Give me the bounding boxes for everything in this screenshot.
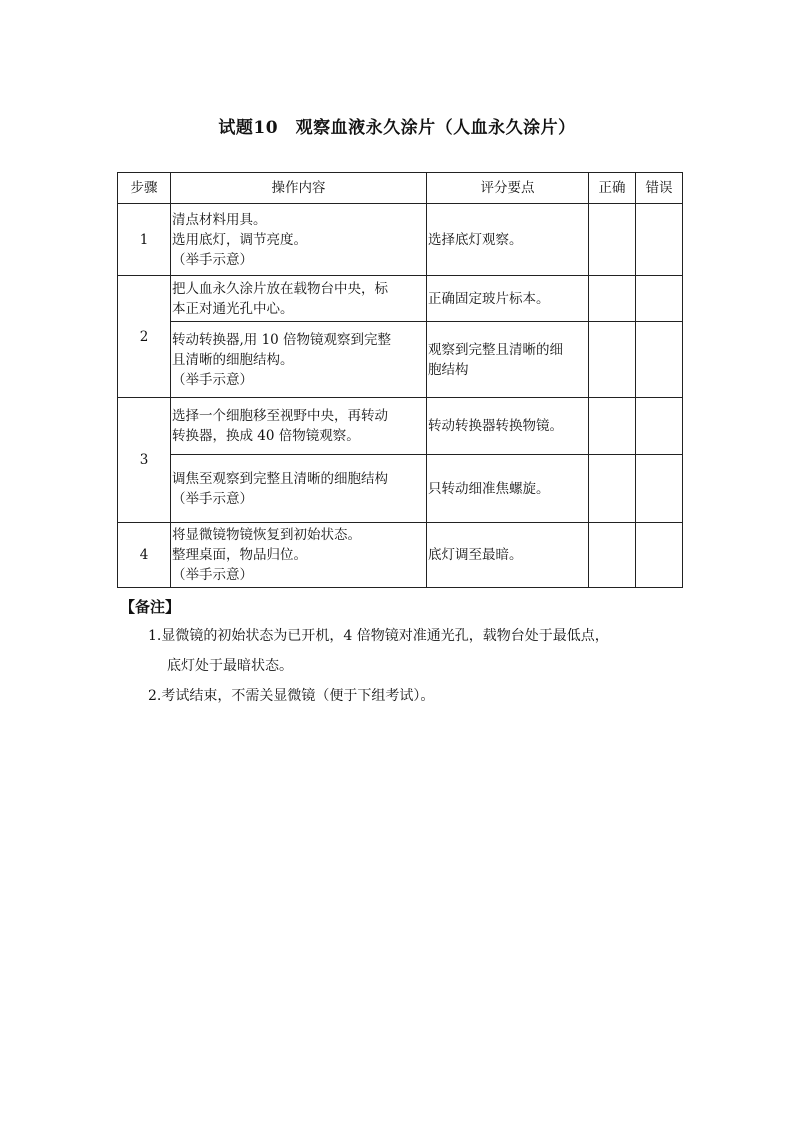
table-row	[118, 322, 683, 398]
scoring-point-line: 只转动细准焦螺旋。	[428, 480, 550, 497]
step-number: 2	[118, 276, 171, 398]
note-text: 显微镜的初始状态为已开机，4 倍物镜对准通光孔，载物台处于最低点，	[161, 628, 609, 644]
table-row	[118, 398, 683, 455]
operation-line: 选择一个细胞移至视野中央，再转动	[172, 408, 388, 424]
note-number: 2.	[148, 688, 162, 704]
operation-cell	[171, 398, 427, 455]
scoring-table	[117, 172, 683, 588]
note-text: 考试结束，不需关显微镜（便于下组考试）。	[161, 688, 435, 704]
note-text-continued: 底灯处于最暗状态。	[167, 658, 293, 674]
wrong-cell[interactable]	[636, 523, 683, 588]
operation-line: 整理桌面，物品归位。	[172, 547, 307, 563]
scoring-point-cell	[427, 276, 589, 322]
note-number: 1.	[148, 628, 162, 644]
correct-cell[interactable]	[589, 322, 636, 398]
step-number: 4	[118, 523, 171, 588]
header-scoring-points: 评分要点	[427, 173, 589, 204]
operation-line: 本正对通光孔中心。	[172, 300, 294, 317]
table-row	[118, 276, 683, 322]
note-item	[120, 681, 690, 711]
operation-line: （举手示意）	[172, 371, 253, 388]
step-number: 1	[118, 204, 171, 276]
operation-line: 将显微镜物镜恢复到初始状态。	[172, 527, 361, 543]
operation-cell	[171, 204, 427, 276]
operation-line: 把人血永久涂片放在载物台中央，标	[172, 280, 388, 297]
correct-cell[interactable]	[589, 276, 636, 322]
correct-cell[interactable]	[589, 398, 636, 455]
operation-line: 且清晰的细胞结构。	[172, 351, 294, 368]
header-operation: 操作内容	[171, 173, 427, 204]
scoring-point-line: 正确固定玻片标本。	[428, 290, 550, 307]
scoring-point-line: 底灯调至最暗。	[428, 547, 523, 563]
scoring-point-line: 胞结构	[428, 361, 469, 378]
notes-section	[120, 596, 690, 711]
correct-cell[interactable]	[589, 455, 636, 523]
wrong-cell[interactable]	[636, 398, 683, 455]
wrong-cell[interactable]	[636, 204, 683, 276]
scoring-point-line: 选择底灯观察。	[428, 231, 523, 248]
table-header-row	[118, 173, 683, 204]
scoring-point-line: 转动转换器转换物镜。	[428, 418, 563, 434]
scoring-point-cell	[427, 523, 589, 588]
header-wrong: 错误	[636, 173, 683, 204]
note-item	[120, 621, 690, 681]
scoring-point-cell	[427, 204, 589, 276]
wrong-cell[interactable]	[636, 322, 683, 398]
table-row	[118, 455, 683, 523]
correct-cell[interactable]	[589, 523, 636, 588]
scoring-point-cell	[427, 398, 589, 455]
scoring-point-cell	[427, 322, 589, 398]
operation-cell	[171, 322, 427, 398]
operation-line: 转动转换器,用 10 倍物镜观察到完整	[172, 331, 392, 348]
header-correct: 正确	[589, 173, 636, 204]
page-title: 试题10 观察血液永久涂片（人血永久涂片）	[218, 118, 576, 138]
operation-line: 清点材料用具。	[172, 211, 267, 228]
operation-line: （举手示意）	[172, 567, 253, 583]
step-number: 3	[118, 398, 171, 523]
operation-cell	[171, 276, 427, 322]
operation-line: （举手示意）	[172, 490, 253, 507]
table-row	[118, 523, 683, 588]
operation-line: 调焦至观察到完整且清晰的细胞结构	[172, 470, 388, 487]
operation-line: 选用底灯，调节亮度。	[172, 231, 307, 248]
wrong-cell[interactable]	[636, 276, 683, 322]
wrong-cell[interactable]	[636, 455, 683, 523]
scoring-point-line: 观察到完整且清晰的细	[428, 341, 563, 358]
correct-cell[interactable]	[589, 204, 636, 276]
operation-cell	[171, 455, 427, 523]
notes-title: 【备注】	[120, 598, 181, 616]
table-row	[118, 204, 683, 276]
scoring-point-cell	[427, 455, 589, 523]
operation-cell	[171, 523, 427, 588]
operation-line: （举手示意）	[172, 251, 253, 268]
operation-line: 转换器，换成 40 倍物镜观察。	[172, 428, 360, 444]
header-step: 步骤	[118, 173, 171, 204]
